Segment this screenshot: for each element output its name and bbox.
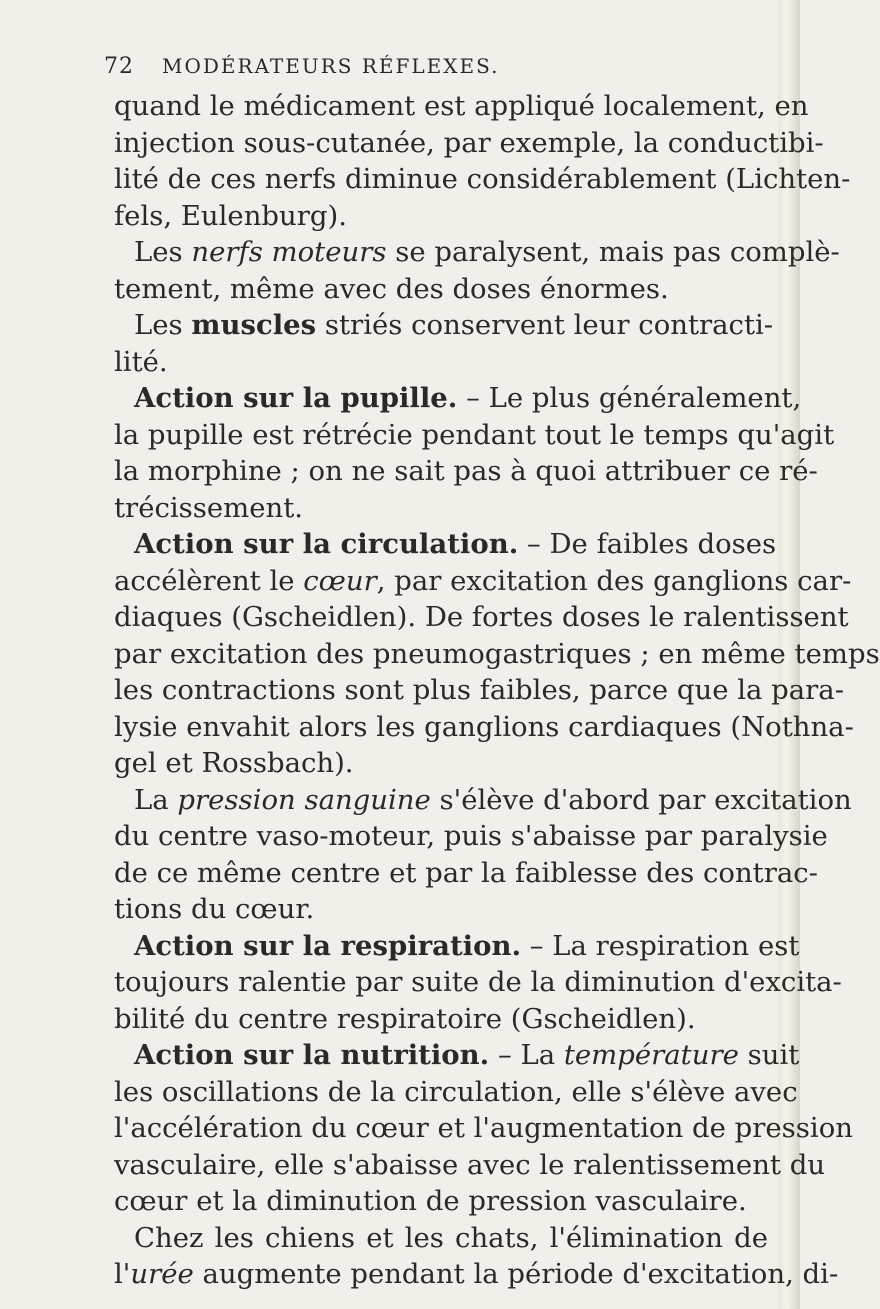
text-line <box>114 855 818 892</box>
text-run: bilité du centre respiratoire (Gscheidlen). <box>114 1002 696 1035</box>
body-text <box>114 88 880 1293</box>
text-run: se paralysent, mais pas complè- <box>386 236 840 268</box>
text-run: – La respiration est <box>521 929 800 962</box>
text-run: cœur et la diminution de pression vasculaire. <box>114 1185 747 1217</box>
section-heading: Action sur la pupille. <box>134 382 458 414</box>
text-run: – La <box>489 1039 564 1071</box>
text-line <box>114 1074 798 1111</box>
text-run: lysie envahit alors les ganglions cardiaques (Nothna- <box>114 710 854 743</box>
text-run: l'accélération du cœur et l'augmentation de pression <box>114 1112 853 1144</box>
text-run: Chez les chiens et les chats, l'élimination de <box>134 1221 768 1254</box>
text-line <box>114 964 842 1001</box>
text-run: du centre vaso-moteur, puis s'abaisse par paralysie <box>114 820 828 852</box>
text-run: quand le médicament est appliqué localement, en <box>114 90 809 122</box>
text-run: – De faibles doses <box>518 528 777 560</box>
running-title: MODÉRATEURS RÉFLEXES. <box>162 54 500 78</box>
text-line <box>114 891 768 928</box>
text-run: La <box>134 783 178 816</box>
text-line <box>114 599 849 636</box>
text-line <box>114 1220 768 1257</box>
text-line <box>114 88 809 125</box>
text-run: gel et Rossbach). <box>114 747 354 779</box>
text-run: tement, même avec des doses énormes. <box>114 272 669 305</box>
text-run: tions du cœur. <box>114 893 315 925</box>
text-line <box>114 563 852 600</box>
text-run: suit <box>738 1039 800 1071</box>
text-line <box>114 1147 826 1184</box>
text-line <box>114 709 854 746</box>
text-run: s'élève d'abord par excitation <box>430 783 852 816</box>
text-line <box>114 453 818 490</box>
text-line <box>114 344 768 381</box>
text-line <box>114 928 800 965</box>
text-line <box>114 1256 839 1293</box>
text-line <box>114 818 828 855</box>
text-run: par excitation des pneumogastriques ; en même temps <box>114 637 880 670</box>
text-run: fels, Eulenburg). <box>114 199 347 232</box>
section-heading: Action sur la respiration. <box>134 929 522 962</box>
text-line <box>114 380 802 417</box>
text-line <box>114 782 852 819</box>
section-heading: Action sur la nutrition. <box>134 1039 490 1071</box>
text-run: injection sous-cutanée, par exemple, la conductibi- <box>114 126 824 159</box>
text-line <box>114 161 851 198</box>
text-run: la pupille est rétrécie pendant tout le temps qu'agit <box>114 418 835 451</box>
text-run: augmente pendant la période d'excitation, di- <box>193 1258 839 1290</box>
text-run: les contractions sont plus faibles, parce que la para- <box>114 674 844 706</box>
text-line <box>114 1037 800 1074</box>
page-header <box>104 50 744 86</box>
text-line <box>114 125 824 162</box>
text-line <box>114 271 768 308</box>
italic-term: urée <box>130 1258 194 1290</box>
text-run: lité. <box>114 345 168 378</box>
italic-term: cœur <box>303 564 377 597</box>
text-run: , par excitation des ganglions car- <box>376 564 852 597</box>
text-run: l' <box>114 1258 131 1290</box>
text-run: toujours ralentie par suite de la diminution d'excita- <box>114 966 842 998</box>
page-number: 72 <box>104 54 134 79</box>
text-run: lité de ces nerfs diminue considérablement (Lichten- <box>114 163 851 195</box>
text-line <box>114 307 774 344</box>
text-run: Les <box>134 236 192 268</box>
text-run: accélèrent le <box>114 564 304 597</box>
italic-term: pression sanguine <box>177 783 431 816</box>
text-line <box>114 526 777 563</box>
text-line <box>114 636 880 673</box>
text-line <box>114 1001 768 1038</box>
text-line <box>114 198 768 235</box>
text-line <box>114 1183 768 1220</box>
text-line <box>114 490 768 527</box>
text-run: les oscillations de la circulation, elle s'élève avec <box>114 1075 798 1108</box>
section-heading: Action sur la circulation. <box>134 528 519 560</box>
text-run: trécissement. <box>114 491 304 524</box>
text-line <box>114 417 835 454</box>
italic-term: nerfs moteurs <box>191 236 387 268</box>
text-run: vasculaire, elle s'abaisse avec le ralentissement du <box>114 1148 826 1181</box>
text-run: striés conservent leur contracti- <box>316 309 774 341</box>
italic-term: température <box>563 1039 739 1071</box>
text-line <box>114 234 840 271</box>
text-run: Les <box>134 309 192 341</box>
text-line <box>114 745 768 782</box>
section-heading: muscles <box>191 309 317 341</box>
text-run: – Le plus généralement, <box>457 382 802 414</box>
text-line <box>114 1110 853 1147</box>
text-run: la morphine ; on ne sait pas à quoi attribuer ce ré- <box>114 455 818 487</box>
text-run: diaques (Gscheidlen). De fortes doses le ralentissent <box>114 601 849 633</box>
text-run: de ce même centre et par la faiblesse des contrac- <box>114 856 818 889</box>
text-line <box>114 672 844 709</box>
